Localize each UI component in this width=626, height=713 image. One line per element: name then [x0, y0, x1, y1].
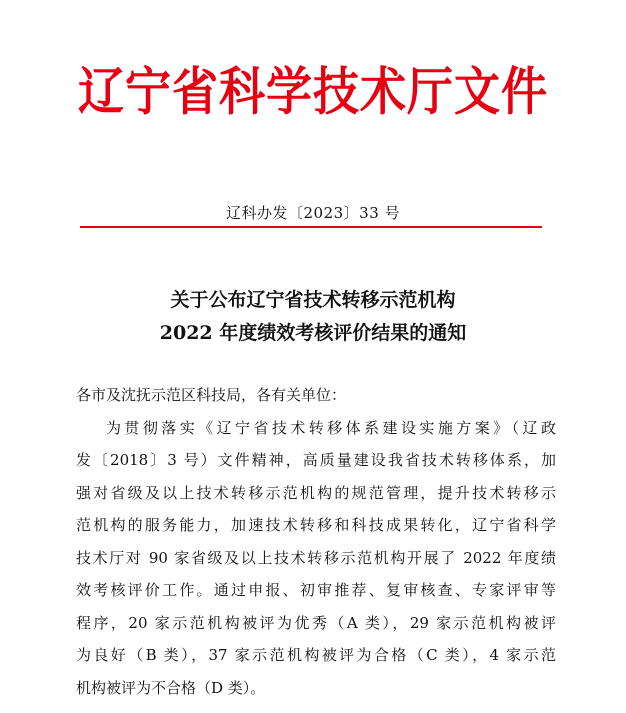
notice-title: [0, 284, 626, 350]
notice-title-line-1: 关于公布辽宁省技术转移示范机构: [170, 289, 456, 311]
notice-title-line-2: 2022 年度绩效考核评价结果的通知: [159, 322, 467, 344]
body-line-2: 发〔2018〕3 号）文件精神，高质量建设我省技术转移体系，加: [76, 451, 556, 469]
document-number: 辽科办发〔2023〕33 号: [225, 204, 401, 222]
body-line-4: 范机构的服务能力，加速技术转移和科技成果转化，辽宁省科学: [76, 516, 556, 534]
notice-body: [76, 379, 556, 704]
document-header-title: 辽宁省科学技术厅文件: [78, 61, 548, 122]
body-line-5: 技术厅对 90 家省级及以上技术转移示范机构开展了 2022 年度绩: [76, 548, 556, 567]
body-line-6: 效考核评价工作。通过申报、初审推荐、复审核查、专家评审等: [76, 581, 556, 599]
body-line-9: 机构被评为不合格（D 类）。: [76, 678, 266, 697]
salutation: 各市及沈抚示范区科技局，各有关单位：: [76, 386, 347, 404]
body-line-3: 强对省级及以上技术转移示范机构的规范管理，提升技术转移示: [76, 483, 556, 502]
body-line-1: 为贯彻落实《辽宁省技术转移体系建设实施方案》（辽政: [106, 418, 556, 437]
header-divider-line: [80, 226, 542, 228]
body-line-8: 为良好（B 类），37 家示范机构被评为合格（C 类），4 家示范: [76, 646, 556, 664]
body-line-7: 程序，20 家示范机构被评为优秀（A 类），29 家示范机构被评: [76, 613, 556, 632]
